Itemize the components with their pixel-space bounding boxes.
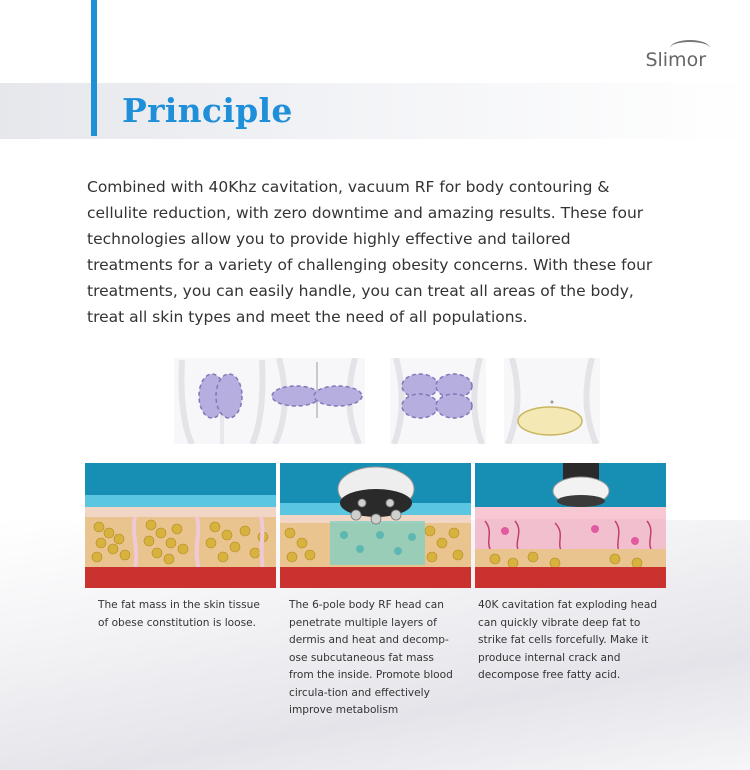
intro-line: treat all skin types and meet the need of all populations.	[87, 308, 528, 326]
intro-line: technologies allow you to provide highly effective and tailored	[87, 230, 571, 248]
panel-caption-2	[289, 597, 474, 720]
panel-caption-3	[478, 597, 663, 685]
rf-head-tissue-icon	[280, 463, 471, 588]
caption-line: circula-tion and effectively	[289, 686, 430, 699]
intro-paragraph	[87, 174, 667, 330]
cavitation-head-tissue-icon	[475, 463, 666, 588]
caption-line: penetrate multiple layers of	[289, 616, 437, 629]
caption-line: 40K cavitation fat exploding head	[478, 599, 658, 611]
title-band	[0, 83, 750, 139]
intro-line: Combined with 40Khz cavitation, vacuum RF for body contouring &	[87, 178, 610, 196]
belly-fat-icon	[504, 358, 600, 444]
abdomen-fat-icon	[390, 358, 486, 444]
caption-line: improve metabolism	[289, 704, 399, 716]
caption-line: strike fat cells forcefully. Make it	[478, 634, 649, 646]
intro-line: treatments, you can easily handle, you can treat all areas of the body,	[87, 282, 634, 300]
caption-line: produce internal crack and	[478, 651, 621, 664]
intro-line: treatments for a variety of challenging obesity concerns. With these four	[87, 256, 653, 274]
caption-line: decompose free fatty acid.	[478, 669, 621, 681]
caption-line: The fat mass in the skin tissue	[98, 599, 260, 611]
waist-fat-icon	[269, 358, 365, 444]
brand-logo: Slimor	[645, 49, 706, 71]
caption-line: of obese constitution is loose.	[98, 616, 257, 629]
thighs-fat-icon	[174, 358, 270, 444]
panel-caption-1	[98, 597, 283, 632]
loose-fat-tissue-icon	[85, 463, 276, 588]
caption-line: The 6-pole body RF head can	[289, 599, 444, 611]
accent-bar	[91, 0, 97, 136]
caption-line: can quickly vibrate deep fat to	[478, 616, 641, 629]
caption-line: from the inside. Promote blood	[289, 669, 453, 681]
caption-line: ose subcutaneous fat mass	[289, 651, 434, 664]
intro-line: cellulite reduction, with zero downtime and amazing results. These four	[87, 204, 644, 222]
page-title: Principle	[122, 91, 293, 130]
caption-line: dermis and heat and decomp-	[289, 634, 449, 646]
